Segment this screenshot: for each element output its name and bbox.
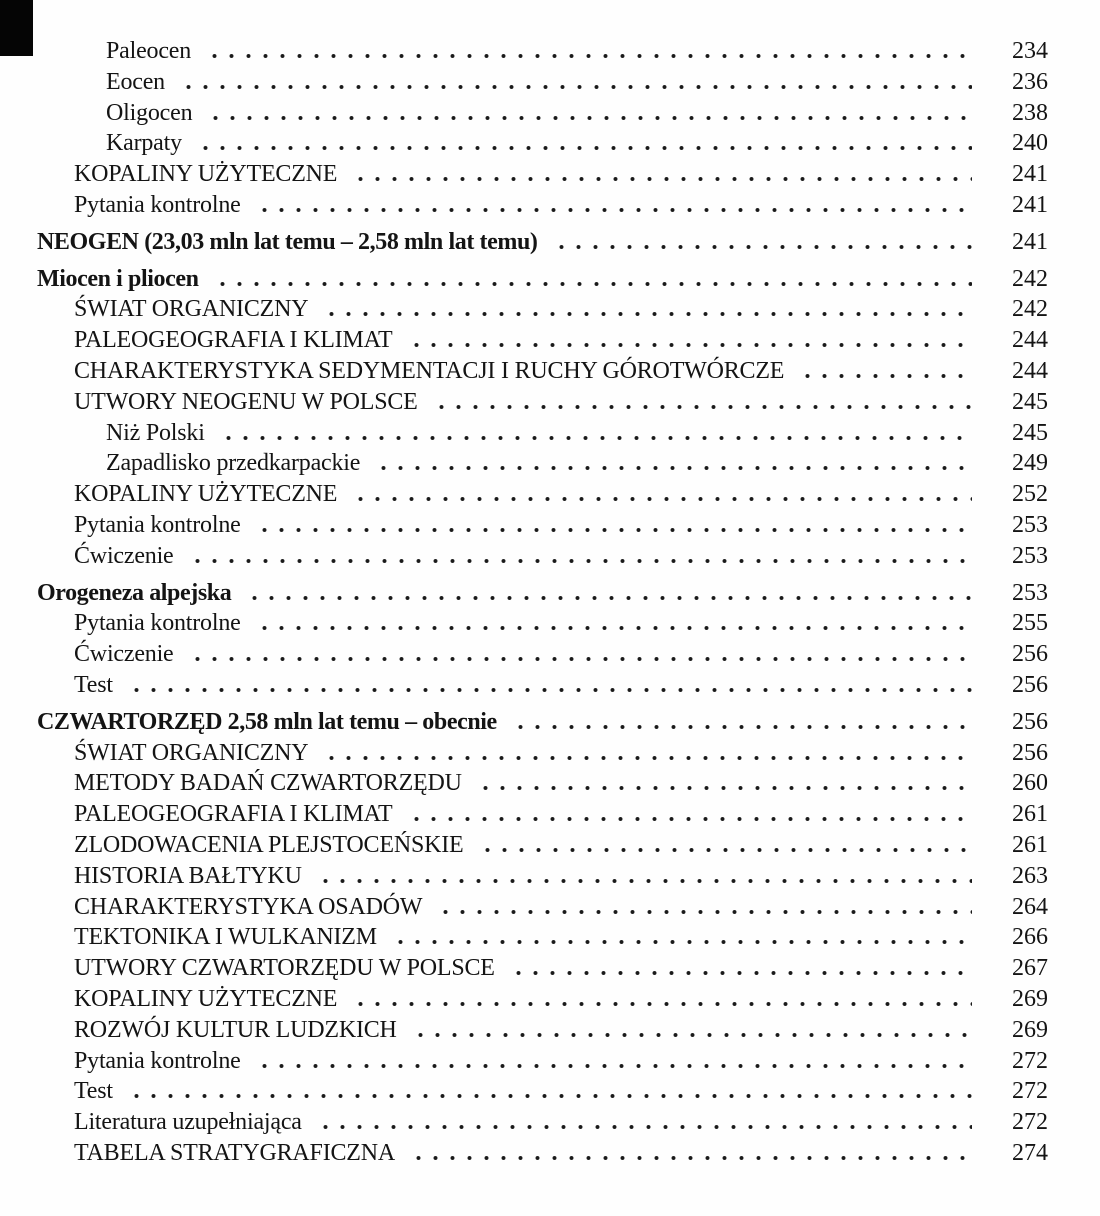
- toc-row: [0, 418, 1048, 449]
- dot-leader: [350, 497, 972, 501]
- toc-page-number: 234: [1012, 38, 1048, 64]
- toc-entry-label: Karpaty: [106, 130, 182, 157]
- toc-page-number: 266: [1012, 924, 1048, 951]
- toc-entry-label: Ćwiczenie: [74, 542, 174, 569]
- toc-entry-label: Pytania kontrolne: [74, 610, 241, 637]
- toc-page-number: 249: [1012, 450, 1048, 477]
- toc-row: [0, 738, 1048, 769]
- dot-leader: [205, 116, 972, 120]
- toc-page-number: 240: [1012, 130, 1048, 157]
- dot-leader: [244, 596, 972, 600]
- dot-leader: [551, 245, 972, 249]
- toc-row: [0, 953, 1048, 984]
- toc-entry-label: Orogeneza alpejska: [37, 579, 232, 606]
- toc-entry-label: Pytania kontrolne: [74, 1047, 241, 1074]
- dot-leader: [477, 848, 973, 852]
- dot-leader: [406, 817, 972, 821]
- toc-row: [0, 387, 1048, 418]
- dot-leader: [126, 688, 972, 692]
- toc-page-number: 245: [1012, 388, 1048, 415]
- dot-leader: [204, 54, 972, 58]
- toc-row: [0, 984, 1048, 1015]
- toc-entry-label: Niż Polski: [106, 419, 205, 446]
- toc-row: [0, 479, 1048, 510]
- toc-row: [0, 264, 1048, 295]
- toc-row: [0, 670, 1048, 701]
- dot-leader: [508, 971, 972, 975]
- toc-entry-label: TABELA STRATYGRAFICZNA: [74, 1139, 396, 1166]
- toc-page-number: 256: [1012, 641, 1048, 668]
- toc-page-number: 261: [1012, 831, 1048, 858]
- toc-page-number: 236: [1012, 68, 1048, 95]
- toc-row: [0, 768, 1048, 799]
- toc-page-number: 269: [1012, 985, 1048, 1012]
- toc-entry-label: PALEOGEOGRAFIA I KLIMAT: [74, 327, 393, 354]
- toc-entry-label: CZWARTORZĘD 2,58 mln lat temu – obecnie: [37, 708, 497, 735]
- toc-page-number: 244: [1012, 327, 1048, 354]
- toc-row: [0, 190, 1048, 221]
- toc-page-number: 252: [1012, 481, 1048, 508]
- dot-leader: [321, 756, 972, 760]
- toc-entry-label: Test: [74, 671, 113, 698]
- dot-leader: [390, 940, 972, 944]
- toc-row: [0, 227, 1048, 258]
- toc-page-number: 256: [1012, 739, 1048, 766]
- toc-entry-label: TEKTONIKA I WULKANIZM: [74, 924, 377, 951]
- toc-page-number: 242: [1012, 296, 1048, 323]
- dot-leader: [350, 1002, 972, 1006]
- dot-leader: [254, 626, 972, 630]
- toc-row: [0, 98, 1048, 129]
- toc-entry-label: ROZWÓJ KULTUR LUDZKICH: [74, 1016, 397, 1043]
- toc-page-number: 256: [1012, 671, 1048, 698]
- toc-row: [0, 510, 1048, 541]
- dot-leader: [126, 1094, 972, 1098]
- dot-leader: [321, 312, 972, 316]
- dot-leader: [797, 374, 972, 378]
- toc-entry-label: UTWORY CZWARTORZĘDU W POLSCE: [74, 955, 495, 982]
- toc-page-number: 245: [1012, 419, 1048, 446]
- toc-row: [0, 578, 1048, 609]
- toc-entry-label: Test: [74, 1078, 113, 1105]
- toc-row: [0, 1076, 1048, 1107]
- toc-entry-label: Miocen i pliocen: [37, 265, 199, 292]
- toc-row: [0, 325, 1048, 356]
- toc-page-number: 264: [1012, 893, 1048, 920]
- toc-row: [0, 294, 1048, 325]
- toc-page-number: 267: [1012, 955, 1048, 982]
- dot-leader: [373, 466, 972, 470]
- toc-row: [0, 1015, 1048, 1046]
- dot-leader: [187, 559, 973, 563]
- dot-leader: [435, 910, 972, 914]
- toc-row: [0, 1107, 1048, 1138]
- toc-page-number: 269: [1012, 1016, 1048, 1043]
- toc-page-number: 272: [1012, 1109, 1048, 1136]
- toc-entry-label: KOPALINY UŻYTECZNE: [74, 985, 338, 1012]
- toc-page-number: 253: [1012, 542, 1048, 569]
- toc-entry-label: KOPALINY UŻYTECZNE: [74, 481, 338, 508]
- toc-row: [0, 128, 1048, 159]
- toc-page-number: 256: [1012, 708, 1048, 735]
- toc-row: [0, 1046, 1048, 1077]
- toc-entry-label: METODY BADAŃ CZWARTORZĘDU: [74, 770, 462, 797]
- dot-leader: [350, 177, 972, 181]
- toc-entry-label: CHARAKTERYSTYKA SEDYMENTACJI I RUCHY GÓROTWÓRCZE: [74, 357, 785, 384]
- toc-entry-label: Zapadlisko przedkarpackie: [106, 450, 361, 477]
- toc-row: [0, 861, 1048, 892]
- toc-page-number: 272: [1012, 1078, 1048, 1105]
- toc-page-number: 261: [1012, 801, 1048, 828]
- toc-row: [0, 608, 1048, 639]
- toc-entry-label: PALEOGEOGRAFIA I KLIMAT: [74, 801, 393, 828]
- toc-entry-label: ZLODOWACENIA PLEJSTOCEŃSKIE: [74, 831, 464, 858]
- toc-row: [0, 830, 1048, 861]
- toc-entry-label: Oligocen: [106, 99, 193, 126]
- dot-leader: [254, 208, 972, 212]
- toc-row: [0, 639, 1048, 670]
- dot-leader: [410, 1033, 972, 1037]
- toc-entry-label: UTWORY NEOGENU W POLSCE: [74, 388, 418, 415]
- toc-page-number: 263: [1012, 862, 1048, 889]
- toc-row: [0, 159, 1048, 190]
- toc-row: [0, 922, 1048, 953]
- toc-row: [0, 892, 1048, 923]
- dot-leader: [315, 1125, 972, 1129]
- toc-page-number: 244: [1012, 357, 1048, 384]
- toc-entry-label: Eocen: [106, 68, 165, 95]
- toc-entry-label: KOPALINY UŻYTECZNE: [74, 161, 338, 188]
- toc-entry-label: ŚWIAT ORGANICZNY: [74, 739, 309, 766]
- toc-row: [0, 799, 1048, 830]
- toc-page-number: 242: [1012, 265, 1048, 292]
- dot-leader: [178, 85, 972, 89]
- toc-page-number: 241: [1012, 191, 1048, 218]
- table-of-contents: [0, 36, 1100, 1169]
- toc-row: [0, 36, 1048, 67]
- toc-row: [0, 67, 1048, 98]
- toc-entry-label: Ćwiczenie: [74, 641, 174, 668]
- toc-entry-label: Paleocen: [106, 38, 192, 64]
- dot-leader: [254, 528, 972, 532]
- toc-page-number: 260: [1012, 770, 1048, 797]
- toc-page-number: 253: [1012, 511, 1048, 538]
- toc-page-number: 272: [1012, 1047, 1048, 1074]
- toc-row: [0, 1138, 1048, 1169]
- toc-entry-label: CHARAKTERYSTYKA OSADÓW: [74, 893, 423, 920]
- dot-leader: [212, 282, 972, 286]
- dot-leader: [431, 405, 972, 409]
- toc-entry-label: Pytania kontrolne: [74, 511, 241, 538]
- dot-leader: [406, 343, 972, 347]
- toc-page-number: 241: [1012, 161, 1048, 188]
- toc-page-number: 241: [1012, 228, 1048, 255]
- toc-page-number: 255: [1012, 610, 1048, 637]
- dot-leader: [218, 436, 972, 440]
- dot-leader: [408, 1156, 972, 1160]
- toc-row: [0, 707, 1048, 738]
- dot-leader: [254, 1064, 972, 1068]
- toc-entry-label: Literatura uzupełniająca: [74, 1109, 302, 1136]
- toc-row: [0, 356, 1048, 387]
- toc-row: [0, 448, 1048, 479]
- dot-leader: [475, 786, 972, 790]
- dot-leader: [195, 146, 972, 150]
- dot-leader: [187, 657, 973, 661]
- toc-page-number: 238: [1012, 99, 1048, 126]
- dot-leader: [510, 725, 972, 729]
- toc-row: [0, 541, 1048, 572]
- toc-page-number: 253: [1012, 579, 1048, 606]
- toc-entry-label: NEOGEN (23,03 mln lat temu – 2,58 mln lat temu): [37, 228, 538, 255]
- toc-entry-label: Pytania kontrolne: [74, 191, 241, 218]
- toc-entry-label: HISTORIA BAŁTYKU: [74, 862, 302, 889]
- toc-entry-label: ŚWIAT ORGANICZNY: [74, 296, 309, 323]
- toc-page-number: 274: [1012, 1139, 1048, 1166]
- dot-leader: [315, 879, 972, 883]
